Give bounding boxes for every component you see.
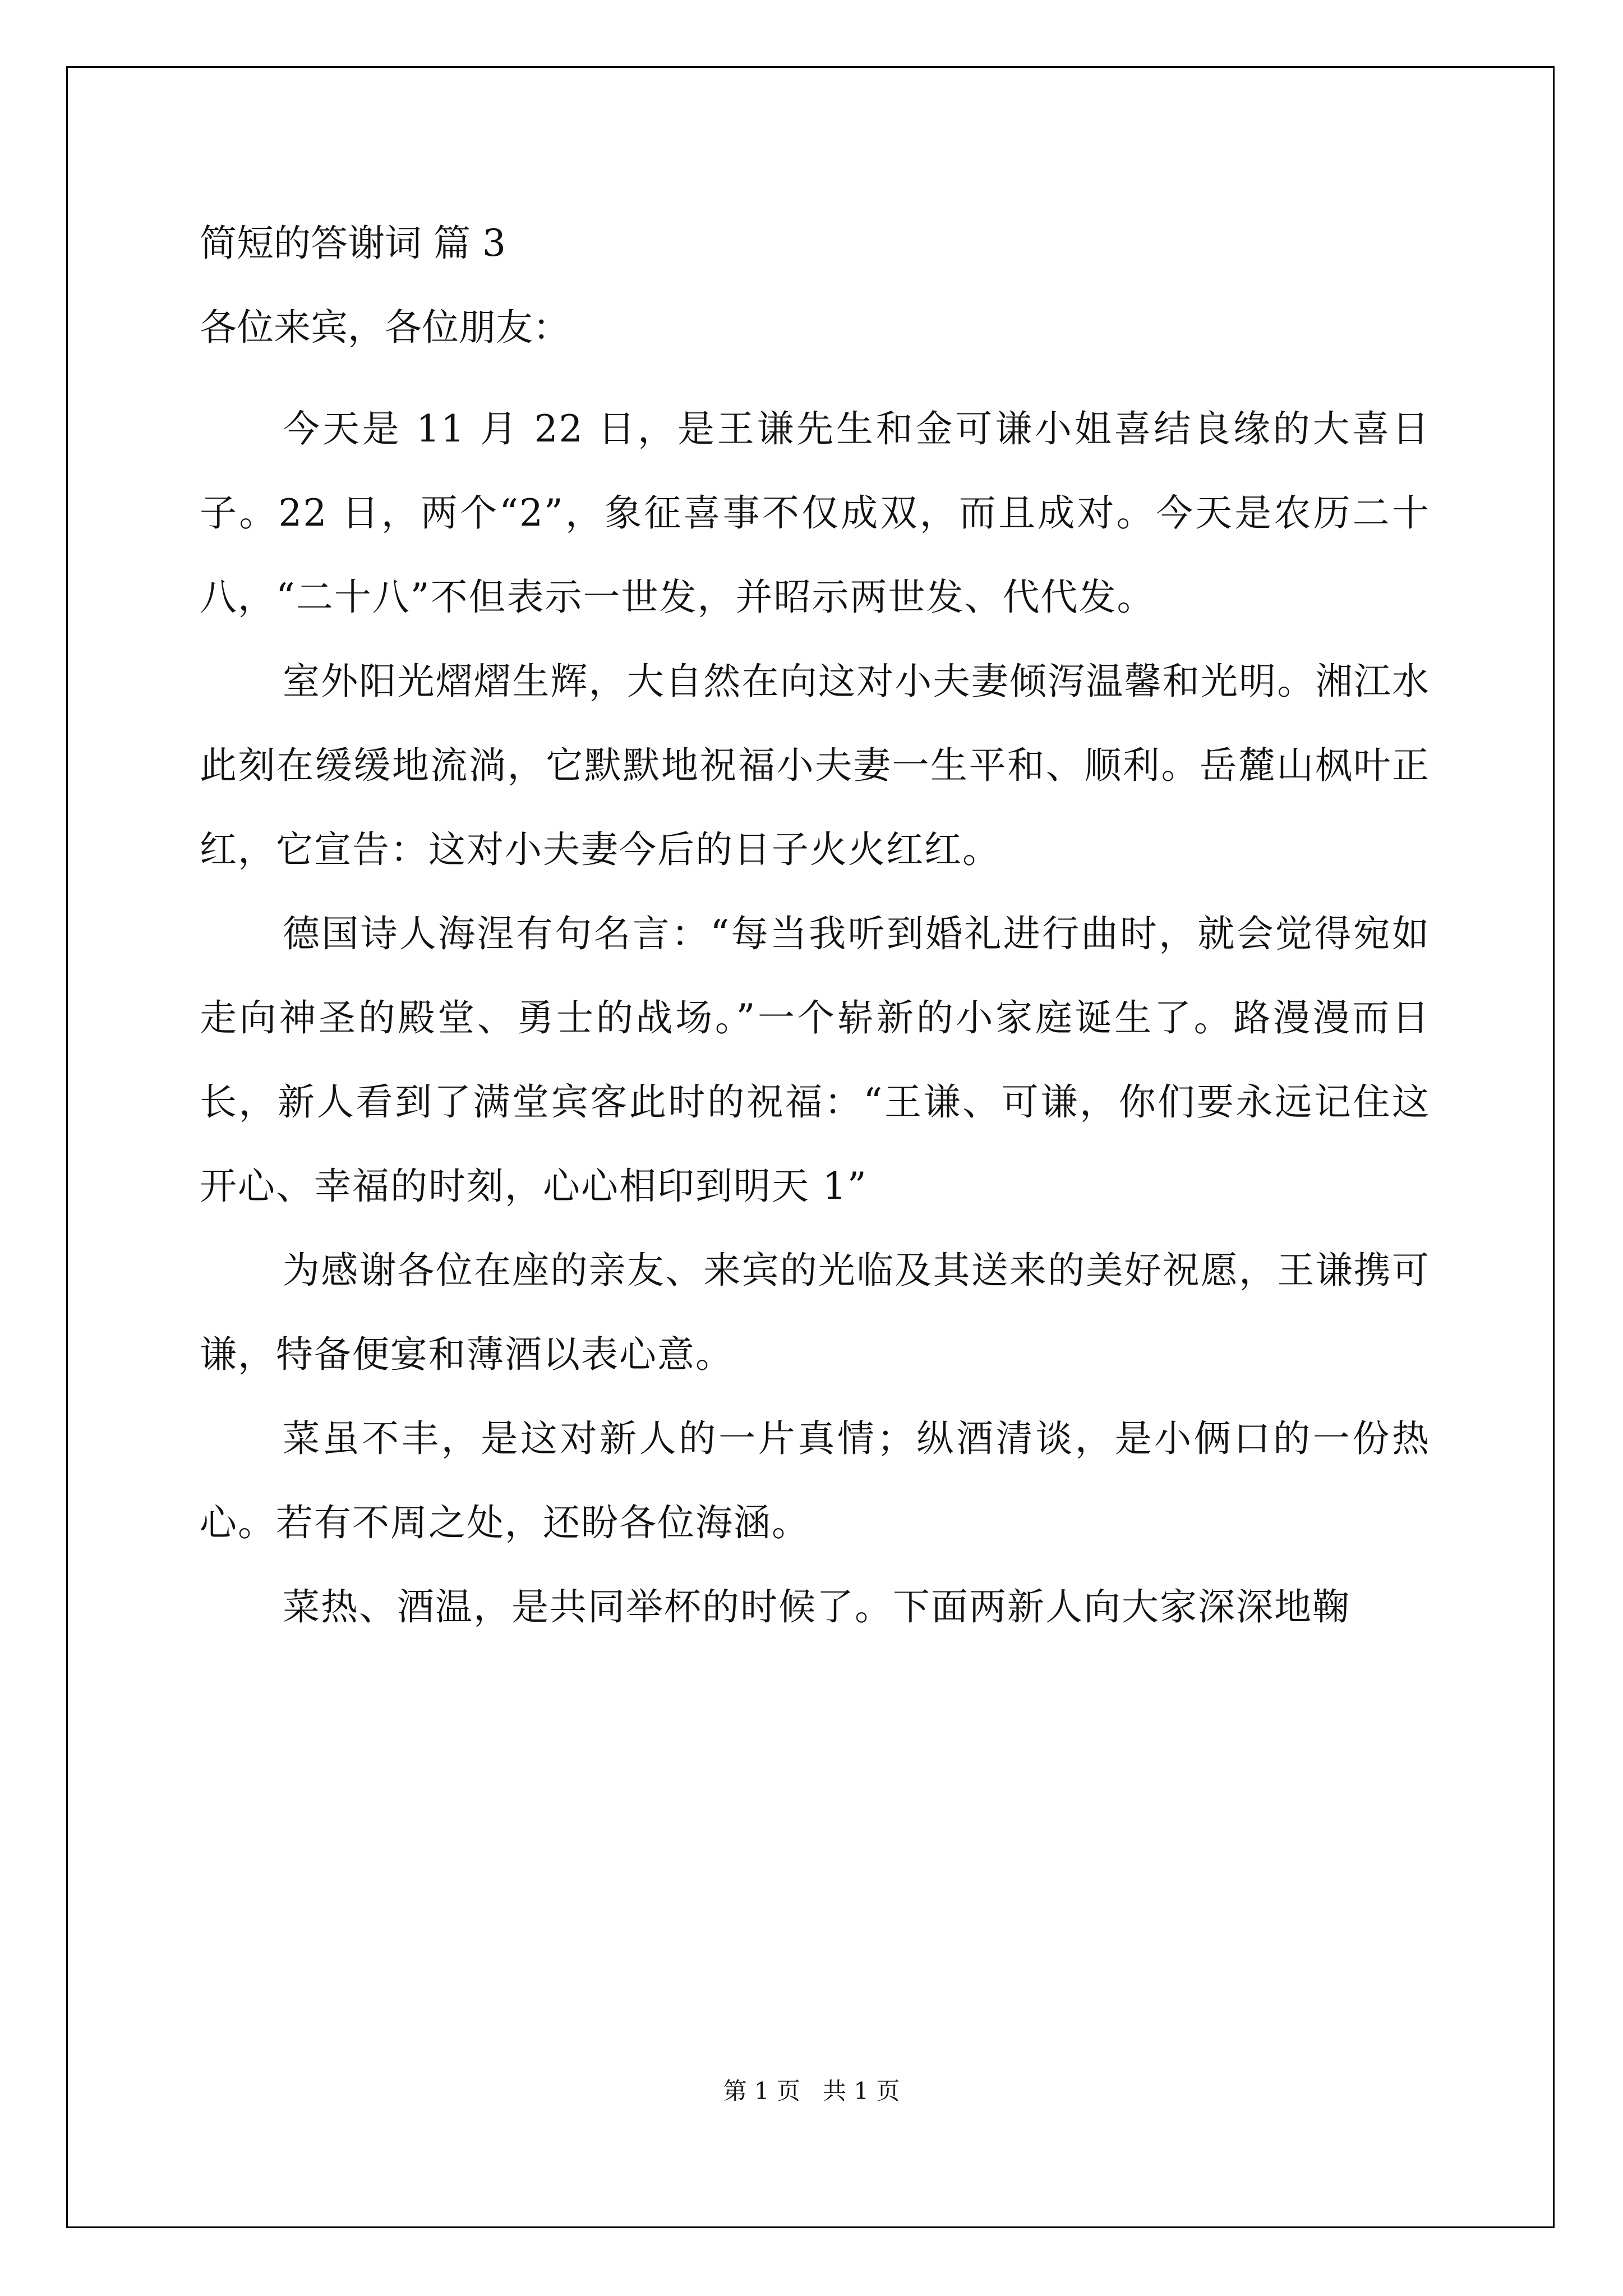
document-body <box>200 219 1430 1649</box>
greeting-line: 各位来宾，各位朋友： <box>200 306 570 349</box>
page-number: 第 1 页 <box>723 2077 800 2105</box>
paragraph-thanks: 为感谢各位在座的亲友、来宾的光临及其送来的美好祝愿，王谦携可谦，特备便宴和薄酒以表心意。 <box>200 1249 1430 1376</box>
page-total: 共 1 页 <box>823 2077 900 2105</box>
document-title: 简短的答谢词 篇 3 <box>200 222 506 265</box>
paragraph-humble: 菜虽不丰，是这对新人的一片真情；纵酒清谈，是小俩口的一份热心。若有不周之处，还盼各位海涵。 <box>200 1417 1430 1544</box>
paragraph-nature: 室外阳光熠熠生辉，大自然在向这对小夫妻倾泻温馨和光明。湘江水此刻在缓缓地流淌，它默默地祝福小夫妻一生平和、顺利。岳麓山枫叶正红，它宣告：这对小夫妻今后的日子火火红红。 <box>200 660 1430 871</box>
paragraph-toast: 菜热、酒温，是共同举杯的时候了。下面两新人向大家深深地鞠 <box>283 1585 1350 1628</box>
page-footer <box>0 2076 1623 2107</box>
paragraph-quote: 德国诗人海涅有句名言：“每当我听到婚礼进行曲时，就会觉得宛如走向神圣的殿堂、勇士的战场。”一个崭新的小家庭诞生了。路漫漫而日长，新人看到了满堂宾客此时的祝福：“王谦、可谦，你们要永远记住这开心、幸福的时刻，心心相印到明天 1” <box>200 912 1430 1208</box>
paragraph-date: 今天是 11 月 22 日，是王谦先生和金可谦小姐喜结良缘的大喜日子。22 日，两个“2”，象征喜事不仅成双，而且成对。今天是农历二十八，“二十八”不但表示一世发，并昭示两世发、代代发。 <box>200 407 1430 619</box>
